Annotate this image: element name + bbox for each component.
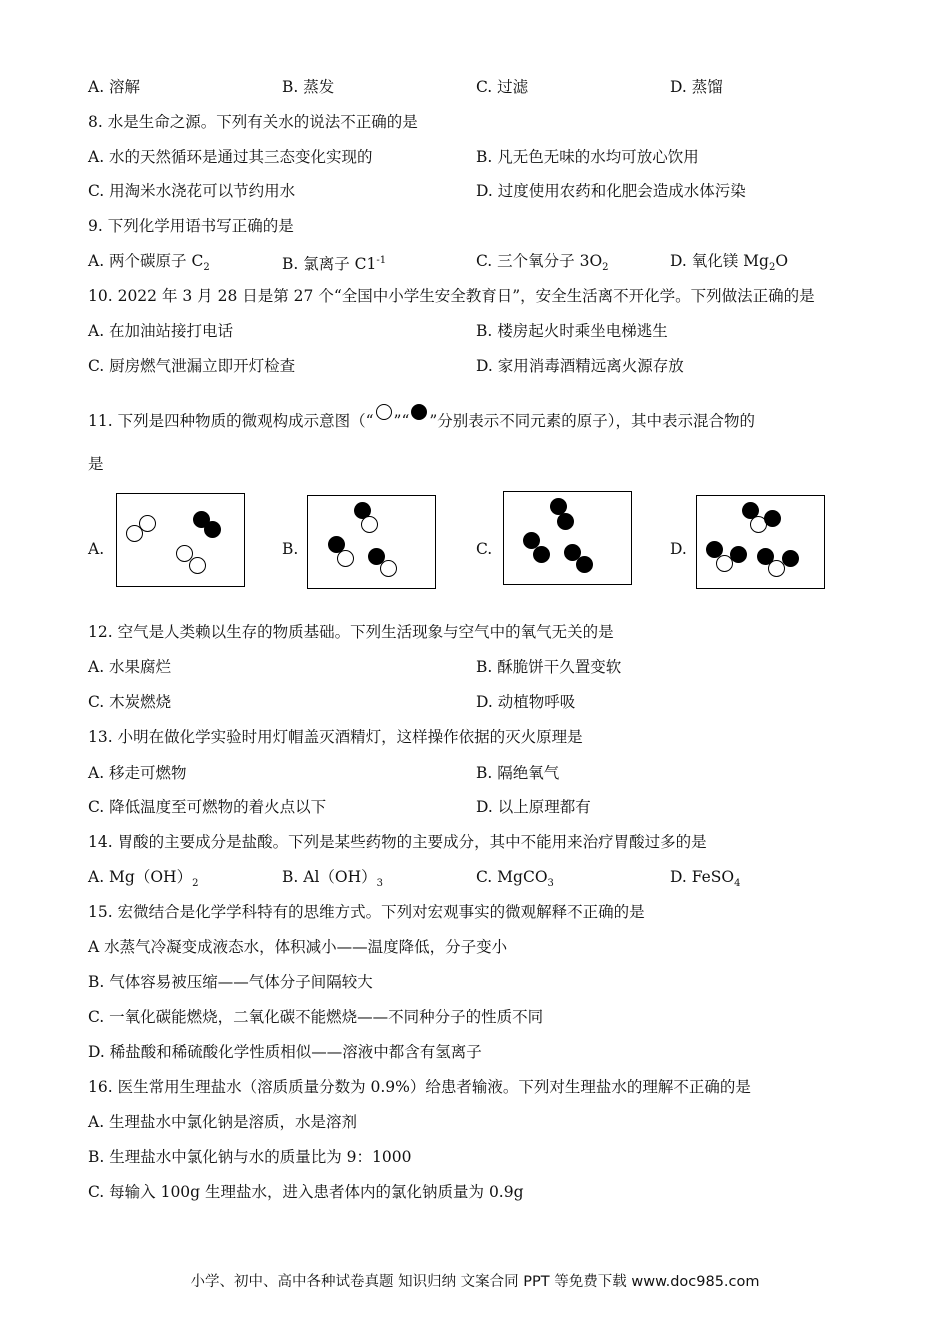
q11-option-d-label: D. (670, 540, 687, 558)
black-atom (533, 546, 550, 563)
diagram-c (503, 491, 632, 585)
q16-stem: 16. 医生常用生理盐水（溶质质量分数为 0.9%）给患者输液。下列对生理盐水的理解不正确的是 (88, 1078, 751, 1096)
q9-option-d: D. 氧化镁 $Mg_2O$ (670, 252, 789, 274)
black-atom (576, 556, 593, 573)
q10-option-a: A. 在加油站接打电话 (88, 322, 234, 340)
q8-option-a: A. 水的天然循环是通过其三态变化实现的 (88, 148, 373, 166)
diagram-b (307, 495, 436, 589)
q12-option-a: A. 水果腐烂 (88, 658, 172, 676)
q10-option-d: D. 家用消毒酒精远离火源存放 (476, 357, 684, 375)
q11-option-c-label: C. (476, 540, 493, 558)
q14-option-b: B. $Al(OH)_3$ (282, 868, 383, 890)
page-footer: 小学、初中、高中各种试卷真题 知识归纳 文案合同 PPT 等免费下载 www.doc985.com (190, 1274, 760, 1290)
q15-option-a: A 水蒸气冷凝变成液态水，体积减小——温度降低，分子变小 (88, 938, 508, 956)
q11-option-a-label: A. (88, 540, 105, 558)
q14-option-d: D. FeSO$_4$ (670, 868, 741, 890)
black-atom (557, 513, 574, 530)
white-atom (337, 550, 354, 567)
q11-option-b-label: B. (282, 540, 299, 558)
q15-stem: 15. 宏微结合是化学学科特有的思维方式。下列对宏观事实的微观解释不正确的是 (88, 903, 645, 921)
diagram-d (696, 495, 825, 589)
q12-stem: 12. 空气是人类赖以生存的物质基础。下列生活现象与空气中的氧气无关的是 (88, 623, 614, 641)
q14-option-a: A. $Mg(OH)_2$ (88, 868, 199, 890)
q8-option-c: C. 用淘米水浇花可以节约用水 (88, 182, 296, 200)
q10-stem: 10. 2022 年 3 月 28 日是第 27 个“全国中小学生安全教育日”，安全生活离不开化学。下列做法正确的是 (88, 287, 815, 305)
white-atom (380, 560, 397, 577)
q9-option-a: A. 两个碳原子 $C_2$ (88, 252, 210, 274)
q8-stem: 8. 水是生命之源。下列有关水的说法不正确的是 (88, 113, 418, 131)
q7-option-c: C. 过滤 (476, 78, 529, 96)
white-atom (189, 557, 206, 574)
q9-option-b: B. 氯离子 $C1^{-1}$ (282, 255, 387, 274)
q14-stem: 14. 胃酸的主要成分是盐酸。下列是某些药物的主要成分，其中不能用来治疗胃酸过多的是 (88, 833, 707, 851)
q11-stem: 11. 下列是四种物质的微观构成示意图（“ ”“ ”分别表示不同元素的原子），其中表示混合物的 (88, 404, 755, 431)
q13-option-a: A. 移走可燃物 (88, 764, 187, 782)
black-atom-icon (411, 404, 427, 420)
q16-option-a: A. 生理盐水中氯化钠是溶质，水是溶剂 (88, 1113, 358, 1131)
q7-option-a: A. 溶解 (88, 78, 141, 96)
q10-option-c: C. 厨房燃气泄漏立即开灯检查 (88, 357, 296, 375)
q13-stem: 13. 小明在做化学实验时用灯帽盖灭酒精灯，这样操作依据的灭火原理是 (88, 728, 583, 746)
q13-option-d: D. 以上原理都有 (476, 798, 591, 816)
q15-option-d: D. 稀盐酸和稀硫酸化学性质相似——溶液中都含有氢离子 (88, 1043, 482, 1061)
q7-option-d: D. 蒸馏 (670, 78, 723, 96)
black-atom (204, 521, 221, 538)
white-atom (361, 516, 378, 533)
q9-option-c: C. 三个氧分子 $3O_2$ (476, 252, 609, 274)
q13-option-c: C. 降低温度至可燃物的着火点以下 (88, 798, 327, 816)
q15-option-c: C. 一氧化碳能燃烧，二氧化碳不能燃烧——不同种分子的性质不同 (88, 1008, 544, 1026)
q9-stem: 9. 下列化学用语书写正确的是 (88, 217, 294, 235)
q15-option-b: B. 气体容易被压缩——气体分子间隔较大 (88, 973, 373, 991)
q16-option-b: B. 生理盐水中氯化钠与水的质量比为 9：1000 (88, 1148, 412, 1166)
q13-option-b: B. 隔绝氧气 (476, 764, 560, 782)
white-atom-icon (376, 404, 392, 420)
q11-stem-line2: 是 (88, 455, 104, 473)
q12-option-c: C. 木炭燃烧 (88, 693, 172, 711)
q8-option-b: B. 凡无色无味的水均可放心饮用 (476, 148, 699, 166)
q12-option-d: D. 动植物呼吸 (476, 693, 576, 711)
black-atom (764, 510, 781, 527)
q12-option-b: B. 酥脆饼干久置变软 (476, 658, 622, 676)
white-atom (139, 515, 156, 532)
q7-option-b: B. 蒸发 (282, 78, 335, 96)
black-atom (782, 550, 799, 567)
black-atom (730, 546, 747, 563)
diagram-a (116, 493, 245, 587)
q10-option-b: B. 楼房起火时乘坐电梯逃生 (476, 322, 668, 340)
q16-option-c: C. 每输入 100g 生理盐水，进入患者体内的氯化钠质量为 0.9g (88, 1183, 524, 1201)
q8-option-d: D. 过度使用农药和化肥会造成水体污染 (476, 182, 746, 200)
q14-option-c: C. MgCO$_3$ (476, 868, 554, 890)
